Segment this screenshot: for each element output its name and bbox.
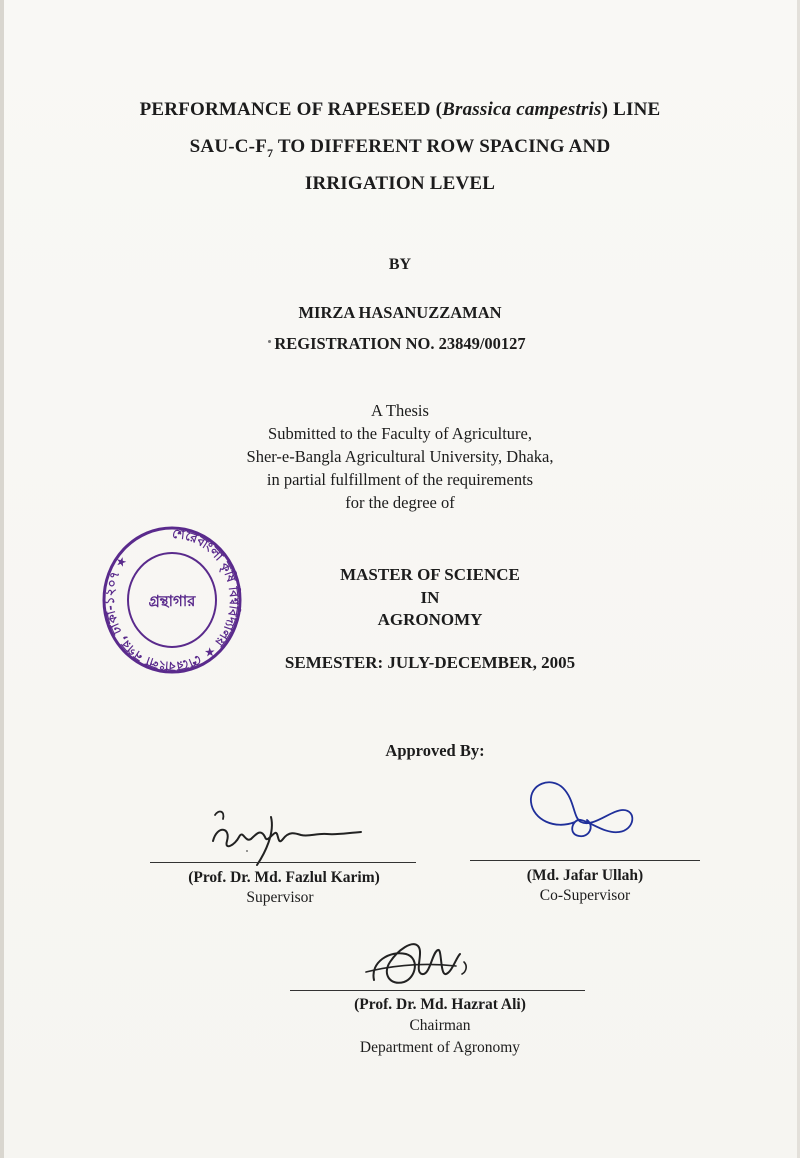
library-stamp <box>100 516 244 676</box>
chairman-signature-icon <box>360 932 480 994</box>
co-supervisor-name: (Md. Jafar Ullah) <box>526 867 644 884</box>
submission-line-4: in partial fulfillment of the requirements <box>266 470 534 489</box>
title-line-1-pre: PERFORMANCE OF RAPESEED ( <box>139 99 443 120</box>
supervisor-signature-line <box>150 862 416 863</box>
stamp-center-text: গ্রন্থাগার <box>148 592 196 610</box>
supervisor-name: (Prof. Dr. Md. Fazlul Karim) <box>188 869 380 886</box>
registration-number: REGISTRATION NO. 23849/00127 <box>274 334 526 353</box>
submission-line-3: Sher-e-Bangla Agricultural University, Dhaka, <box>246 447 554 466</box>
submission-line-2: Submitted to the Faculty of Agriculture, <box>268 424 532 443</box>
co-supervisor-role: Co-Supervisor <box>539 887 631 904</box>
co-supervisor-signature-line <box>470 860 700 861</box>
title-line-3: IRRIGATION LEVEL <box>304 173 496 194</box>
submission-line-1: A Thesis <box>371 401 429 420</box>
supervisor-role: Supervisor <box>246 889 314 906</box>
species-name: Brassica campestris <box>442 99 602 120</box>
title-line-1 <box>0 99 800 121</box>
semester: SEMESTER: JULY-DECEMBER, 2005 <box>284 653 576 672</box>
co-supervisor-signature-icon <box>515 770 645 850</box>
title-line-1-post: ) LINE <box>601 99 661 120</box>
by-label: BY <box>388 256 412 273</box>
degree-line-2: IN <box>420 588 440 607</box>
title-line-2 <box>0 136 800 161</box>
author-name: MIRZA HASANUZZAMAN <box>298 303 502 322</box>
scan-speck <box>246 850 248 852</box>
chairman-signature-line <box>290 990 585 991</box>
chairman-role: Chairman <box>409 1017 471 1034</box>
stamp-ring-text: শেরেবাংলা কৃষি বিশ্ববিদ্যালয় ★ শেরেবাংলা নগর, ঢাকা-১২০৭ ★ <box>101 525 243 675</box>
degree-line-3: AGRONOMY <box>377 610 483 629</box>
submission-line-5: for the degree of <box>345 493 455 512</box>
chairman-name: (Prof. Dr. Md. Hazrat Ali) <box>354 996 526 1013</box>
approved-by-label: Approved By: <box>385 741 485 760</box>
degree-line-1: MASTER OF SCIENCE <box>340 565 520 584</box>
scan-speck <box>268 340 271 343</box>
title-line-2-subscript: 7 <box>267 145 274 160</box>
title-line-2-pre: SAU-C-F <box>189 136 268 157</box>
title-line-2-post: TO DIFFERENT ROW SPACING AND <box>273 136 611 157</box>
chairman-department: Department of Agronomy <box>359 1039 521 1056</box>
